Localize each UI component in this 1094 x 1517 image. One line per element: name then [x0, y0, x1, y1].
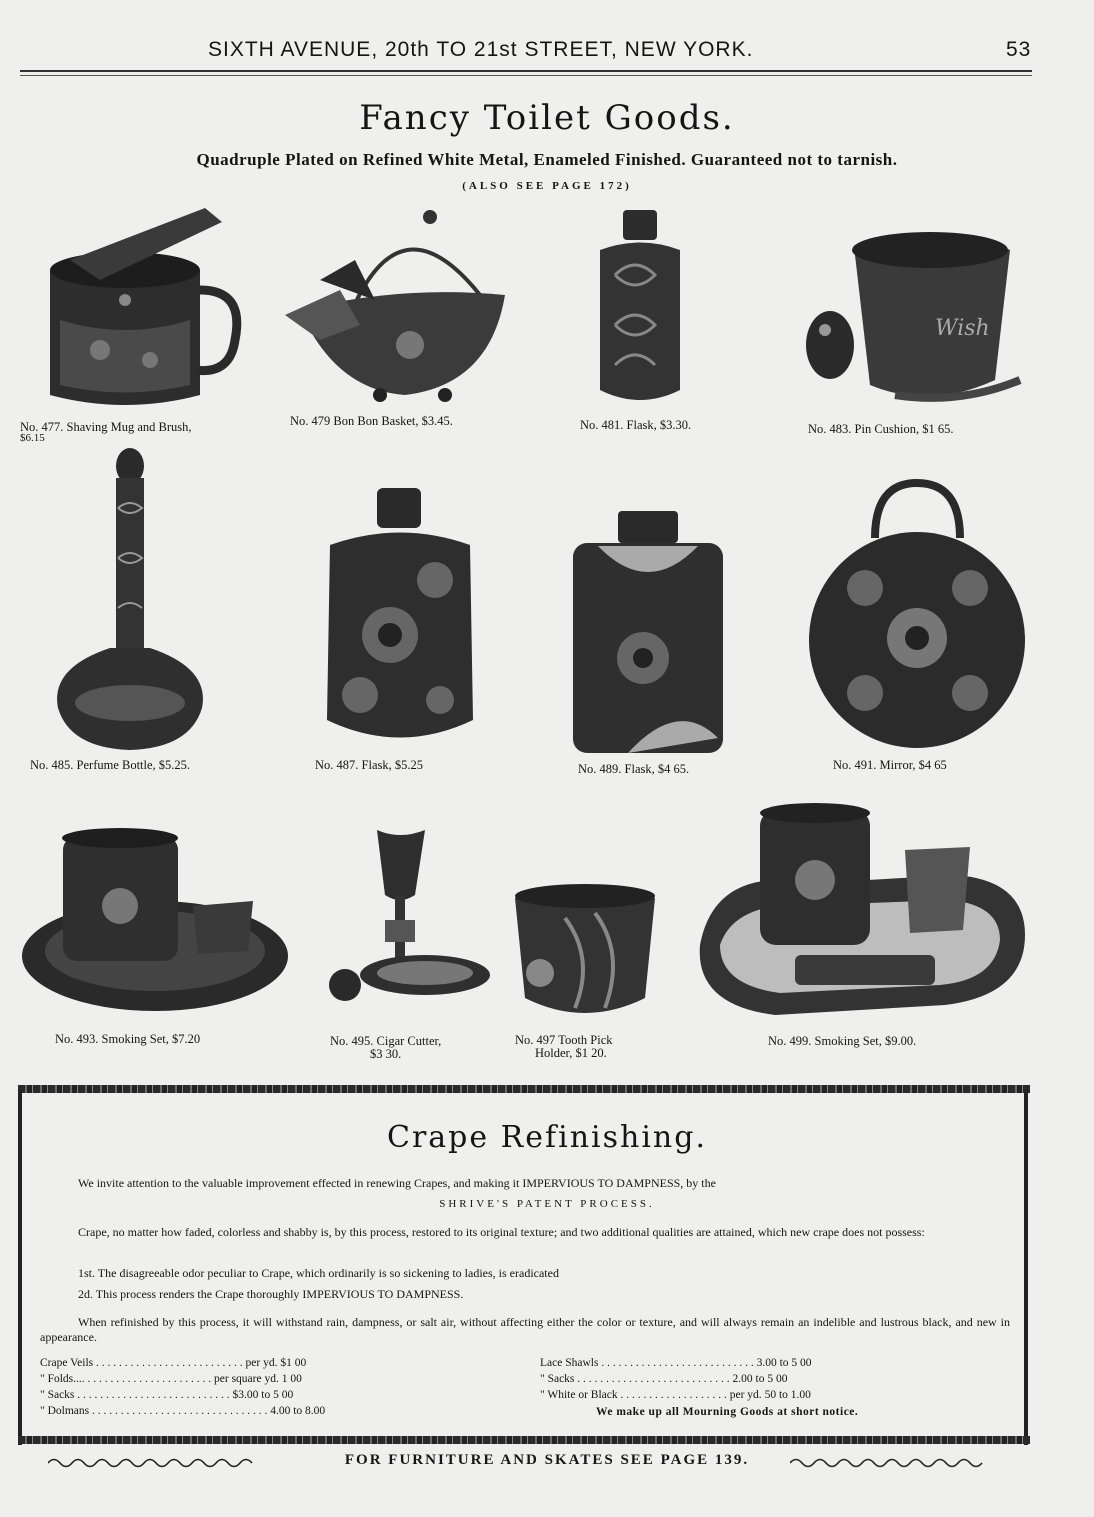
- caption-495-price: $3 30.: [370, 1047, 402, 1061]
- running-title: SIXTH AVENUE, 20th TO 21st STREET, NEW YORK.: [208, 38, 754, 61]
- svg-text:Wish: Wish: [935, 316, 990, 341]
- caption-497: [515, 1034, 613, 1060]
- price-unit: per yd.: [245, 1357, 278, 1369]
- price-value: 4.00 to 8.00: [270, 1405, 326, 1417]
- price-label: " Dolmans: [40, 1405, 90, 1417]
- caption-497-line2: Holder, $1 20.: [535, 1046, 607, 1060]
- price-right-1: [540, 1373, 787, 1385]
- crape-point2: 2d. This process renders the Crape thoroughly IMPERVIOUS TO DAMPNESS.: [78, 1287, 464, 1301]
- crape-para2: When refinished by this process, it will withstand rain, dampness, or salt air, without affecting either the color or texture, and will always remain an indelible and lustrous black, and new in appearance.: [40, 1315, 1010, 1344]
- price-value: 50 to 1.00: [764, 1389, 811, 1401]
- price-value: 2.00 to 5 00: [732, 1373, 788, 1385]
- caption-477-price: $6.15: [20, 432, 45, 444]
- caption-487: No. 487. Flask, $5.25: [315, 758, 423, 772]
- caption-481: No. 481. Flask, $3.30.: [580, 418, 692, 432]
- box-bottom-border: [18, 1436, 1030, 1444]
- product-hand-mirror: [805, 478, 1030, 753]
- price-unit: per square yd.: [214, 1373, 279, 1385]
- price-leader: . . . . . . . . . . . . . . . . . . . . . .: [87, 1373, 212, 1385]
- product-toothpick-holder: [505, 878, 665, 1028]
- price-right-0: [540, 1357, 812, 1369]
- flask-icon: [315, 485, 485, 750]
- price-leader: . . . . . . . . . . . . . . . . . . . . . . . . . . . . . . .: [91, 1405, 268, 1417]
- product-bonbon-basket: [280, 205, 520, 410]
- product-perfume-bottle: [50, 448, 210, 753]
- section-subtitle: Quadruple Plated on Refined White Metal, Enameled Finished. Guaranteed not to tarnish.: [196, 150, 898, 169]
- price-label: Crape Veils: [40, 1357, 94, 1369]
- mourning-note: We make up all Mourning Goods at short notice.: [596, 1406, 859, 1418]
- product-smoking-set-499: [695, 795, 1030, 1025]
- toothpick-holder-icon: [505, 878, 665, 1028]
- section-title: Fancy Toilet Goods.: [359, 98, 735, 138]
- price-label: " Sacks: [540, 1373, 575, 1385]
- section-note: (ALSO SEE PAGE 172): [462, 180, 632, 192]
- price-leader: . . . . . . . . . . . . . . . . . . .: [620, 1389, 727, 1401]
- caption-489: No. 489. Flask, $4 65.: [578, 762, 690, 776]
- hand-mirror-icon: [805, 478, 1030, 753]
- footer-note: FOR FURNITURE AND SKATES SEE PAGE 139.: [344, 1452, 750, 1468]
- caption-497-line1: No. 497 Tooth Pick: [515, 1033, 613, 1047]
- crape-point1: 1st. The disagreeable odor peculiar to Crape, which ordinarily is so sickening to ladies, is eradicated: [78, 1266, 559, 1280]
- product-smoking-set-493: [18, 826, 293, 1026]
- price-left-1: [40, 1373, 302, 1385]
- smoking-set-icon: [695, 795, 1030, 1025]
- price-value: 1 00: [281, 1373, 302, 1385]
- price-value: $3.00 to 5 00: [232, 1389, 294, 1401]
- pin-cushion-icon: [800, 215, 1035, 415]
- crape-intro: We invite attention to the valuable improvement effected in renewing Crapes, and making it IMPERVIOUS TO DAMPNESS, by the: [78, 1176, 716, 1190]
- caption-499: No. 499. Smoking Set, $9.00.: [768, 1034, 917, 1048]
- crape-para1: Crape, no matter how faded, colorless and shabby is, by this process, restored to its original texture; and two additional qualities are attained, which new crape does not possess:: [78, 1225, 925, 1239]
- caption-493: No. 493. Smoking Set, $7.20: [55, 1032, 201, 1046]
- price-leader: . . . . . . . . . . . . . . . . . . . . . . . . . . .: [577, 1373, 730, 1385]
- price-label: " Sacks: [40, 1389, 75, 1401]
- product-pin-cushion: [800, 215, 1035, 415]
- caption-491: No. 491. Mirror, $4 65: [833, 758, 947, 772]
- price-left-3: [40, 1405, 325, 1417]
- price-right-2: [540, 1389, 811, 1401]
- caption-495: No. 495. Cigar Cutter,: [330, 1034, 442, 1048]
- product-shaving-mug: [30, 200, 250, 415]
- price-value: 3.00 to 5 00: [756, 1357, 812, 1369]
- product-cigar-cutter: [315, 825, 495, 1025]
- perfume-bottle-icon: [50, 448, 210, 753]
- price-left-2: [40, 1389, 293, 1401]
- product-flask-489: [568, 508, 728, 756]
- product-flask-481: [585, 205, 695, 410]
- shaving-mug-icon: [30, 200, 250, 415]
- price-label: " White or Black: [540, 1389, 618, 1401]
- price-label: Lace Shawls: [540, 1357, 599, 1369]
- price-value: $1 00: [280, 1357, 307, 1369]
- price-unit: per yd.: [729, 1389, 762, 1401]
- bonbon-basket-icon: [280, 205, 520, 410]
- caption-483: No. 483. Pin Cushion, $1 65.: [808, 422, 954, 436]
- crape-process-name: SHRIVE'S PATENT PROCESS.: [439, 1198, 655, 1210]
- price-leader: . . . . . . . . . . . . . . . . . . . . . . . . . . .: [601, 1357, 754, 1369]
- flask-icon: [568, 508, 728, 756]
- product-flask-487: [315, 485, 485, 750]
- smoking-set-icon: [18, 826, 293, 1026]
- price-leader: . . . . . . . . . . . . . . . . . . . . . . . . . . .: [77, 1389, 230, 1401]
- page-header: [0, 38, 1094, 68]
- flask-icon: [585, 205, 695, 410]
- price-label: " Folds....: [40, 1373, 85, 1385]
- cigar-cutter-icon: [315, 825, 495, 1025]
- caption-477: No. 477. Shaving Mug and Brush,: [20, 420, 192, 434]
- caption-485: No. 485. Perfume Bottle, $5.25.: [30, 758, 191, 772]
- price-left-0: [40, 1357, 306, 1369]
- crape-title: Crape Refinishing.: [386, 1120, 707, 1155]
- caption-479: No. 479 Bon Bon Basket, $3.45.: [290, 414, 453, 428]
- wavy-rule-right: [790, 1456, 990, 1470]
- header-rule: [20, 70, 1032, 72]
- header-rule-thin: [20, 75, 1032, 76]
- page-number: 53: [1006, 38, 1032, 61]
- price-leader: . . . . . . . . . . . . . . . . . . . . . . . . . .: [96, 1357, 243, 1369]
